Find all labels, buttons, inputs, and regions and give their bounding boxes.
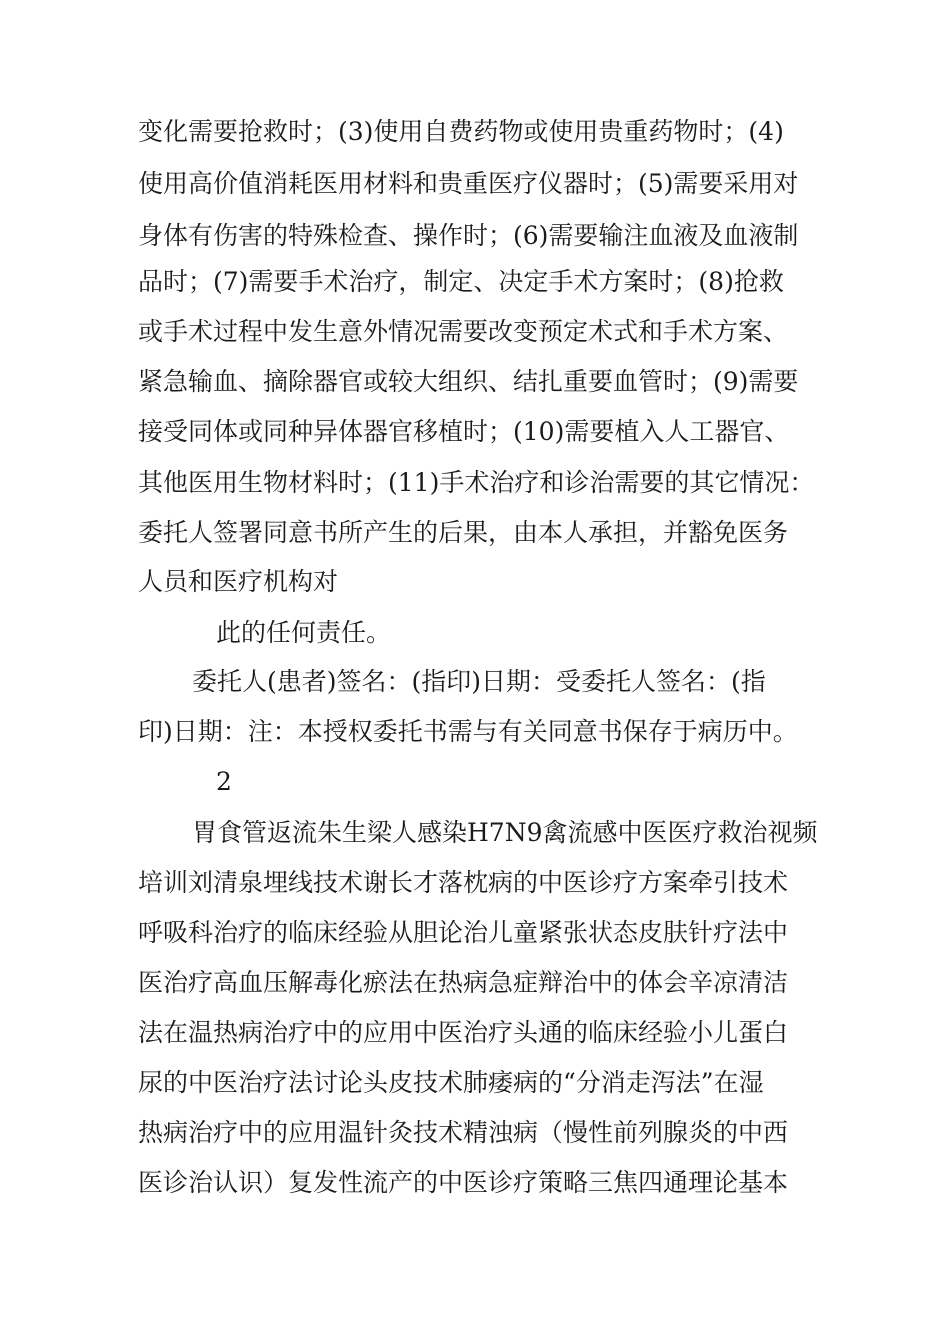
text-line: 法在温热病治疗中的应用中医治疗头通的临床经验小儿蛋白 — [138, 1018, 789, 1047]
text-line: 培训刘清泉埋线技术谢长才落枕病的中医诊疗方案牵引技术 — [138, 868, 789, 897]
text-line: 变化需要抢救时；(3)使用自费药物或使用贵重药物时；(4) — [138, 117, 784, 146]
text-line: 使用高价值消耗医用材料和贵重医疗仪器时；(5)需要采用对 — [138, 169, 799, 198]
text-line: 印)日期：注：本授权委托书需与有关同意书保存于病历中。 — [138, 717, 798, 746]
text-line: 胃食管返流朱生梁人感染H7N9禽流感中医医疗救治视频 — [192, 818, 818, 847]
text-line: 其他医用生物材料时；(11)手术治疗和诊治需要的其它情况： — [138, 468, 815, 497]
text-line: 紧急输血、摘除器官或较大组织、结扎重要血管时；(9)需要 — [138, 367, 799, 396]
text-line: 或手术过程中发生意外情况需要改变预定术式和手术方案、 — [138, 317, 789, 346]
text-line: 人员和医疗机构对 — [138, 567, 339, 596]
text-line: 呼吸科治疗的临床经验从胆论治儿童紧张状态皮肤针疗法中 — [138, 918, 789, 947]
text-line: 医诊治认识）复发性流产的中医诊疗策略三焦四通理论基本 — [138, 1168, 789, 1197]
signature-line: 委托人(患者)签名：(指印)日期：受委托人签名：(指 — [192, 667, 766, 696]
text-line: 尿的中医治疗法讨论头皮技术肺痿病的“分消走泻法”在湿 — [138, 1068, 764, 1097]
text-line: 医治疗高血压解毒化瘀法在热病急症辩治中的体会辛凉清洁 — [138, 968, 789, 997]
text-line: 品时；(7)需要手术治疗，制定、决定手术方案时；(8)抢救 — [138, 267, 784, 296]
page-number: 2 — [216, 767, 232, 796]
text-line: 此的任何责任。 — [216, 618, 392, 647]
text-line: 热病治疗中的应用温针灸技术精浊病（慢性前列腺炎的中西 — [138, 1118, 789, 1147]
text-line: 身体有伤害的特殊检查、操作时；(6)需要输注血液及血液制 — [138, 221, 799, 250]
text-line: 委托人签署同意书所产生的后果，由本人承担，并豁免医务 — [138, 518, 789, 547]
text-line: 接受同体或同种异体器官移植时；(10)需要植入人工器官、 — [138, 417, 790, 446]
